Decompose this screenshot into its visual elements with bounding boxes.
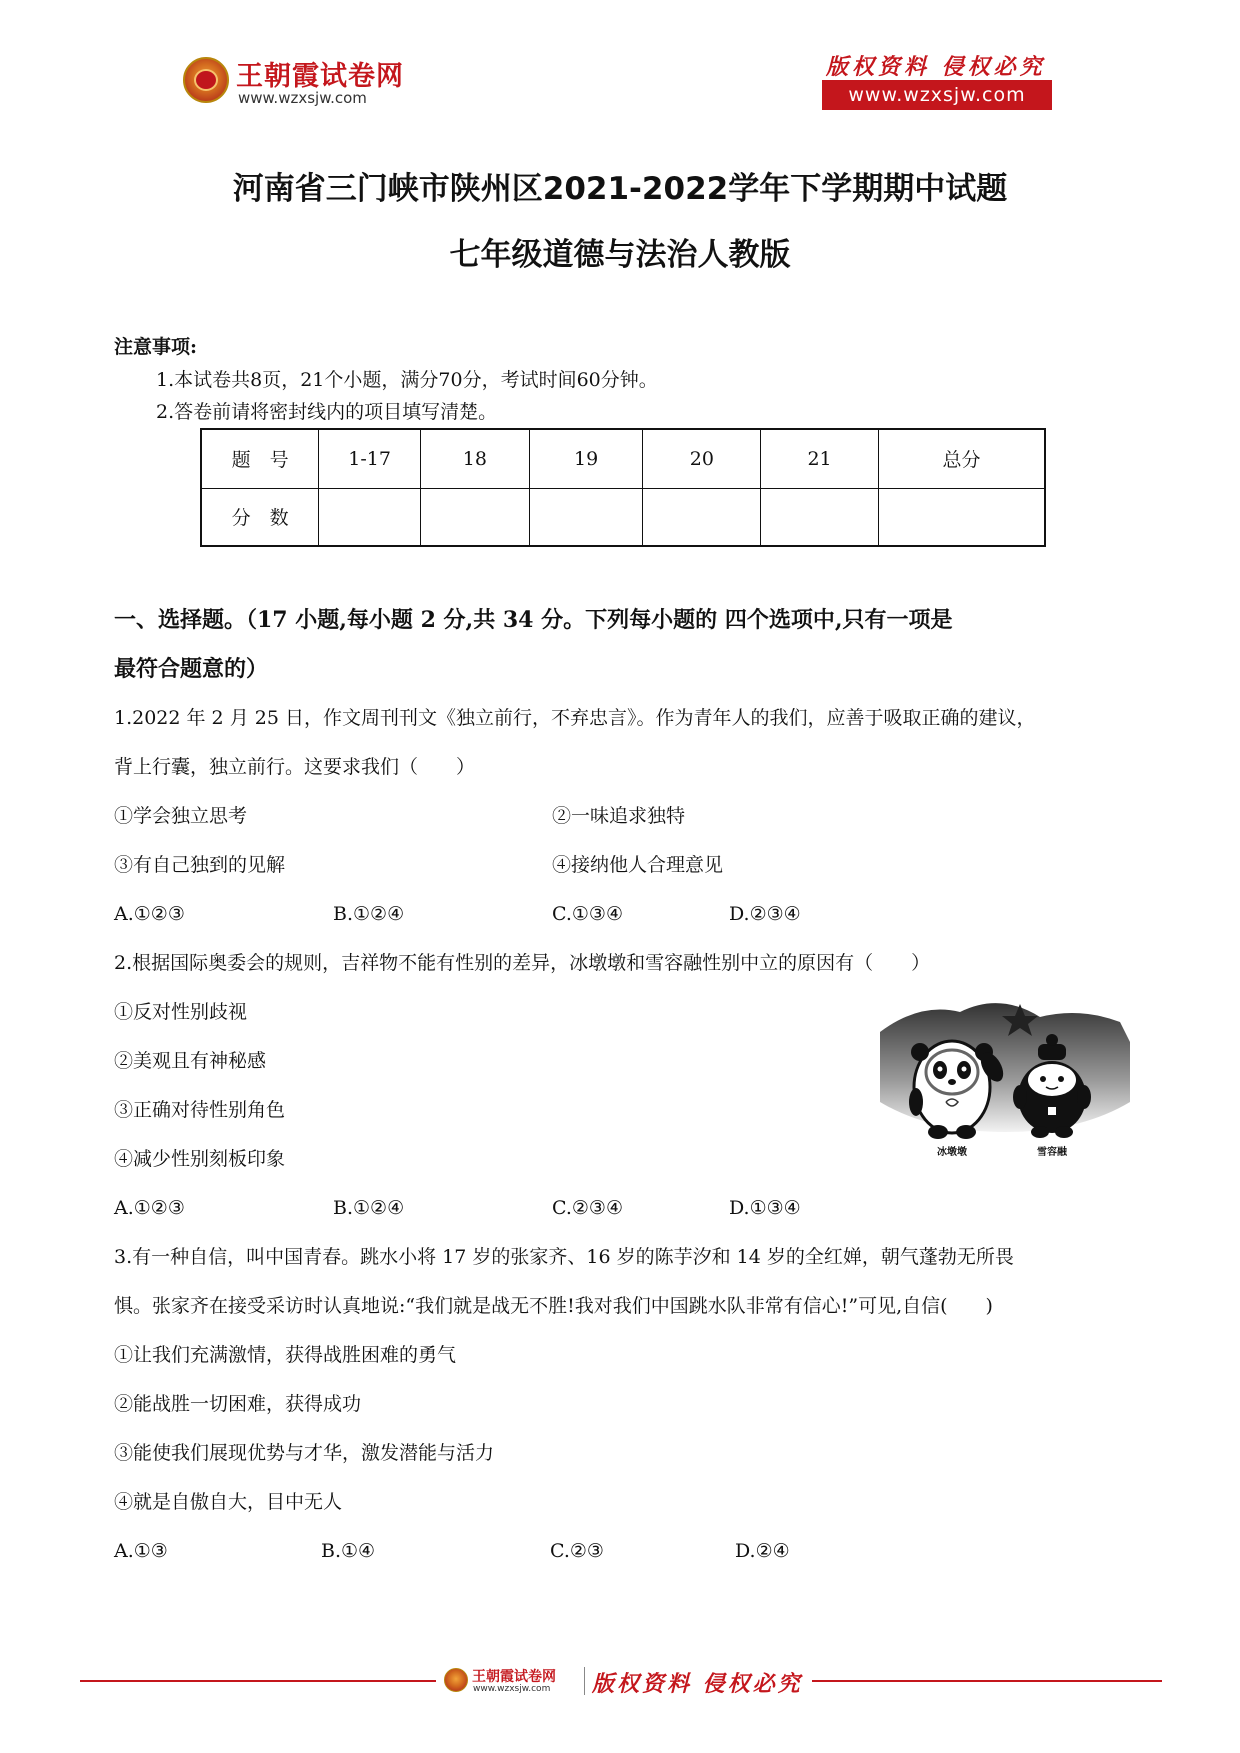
copyright-url[interactable]: www.wzxsjw.com bbox=[822, 80, 1052, 110]
question-1-statement: ②一味追求独特 bbox=[552, 805, 686, 827]
score-table-header-cell: 18 bbox=[421, 429, 530, 488]
score-input-cell[interactable] bbox=[761, 488, 879, 546]
score-table-header-cell: 20 bbox=[643, 429, 761, 488]
question-2-option-d[interactable]: D.①③④ bbox=[729, 1197, 801, 1219]
question-1-statement: ①学会独立思考 bbox=[114, 805, 248, 827]
brand-url[interactable]: www.wzxsjw.com bbox=[238, 89, 367, 107]
question-2-option-a[interactable]: A.①②③ bbox=[114, 1197, 185, 1219]
score-table-header-cell: 总分 bbox=[878, 429, 1045, 488]
copyright-notice: 版权资料 侵权必究 bbox=[826, 54, 1046, 80]
question-3-stem: 3.有一种自信，叫中国青春。跳水小将 17 岁的张家齐、16 岁的陈芋汐和 14 岁的全红婵，朝气蓬勃无所畏 bbox=[114, 1246, 1014, 1268]
page-title: 河南省三门峡市陕州区2021-2022学年下学期期中试题 bbox=[232, 171, 1008, 207]
question-2-statement: ④减少性别刻板印象 bbox=[114, 1148, 286, 1170]
brand-logo-icon bbox=[183, 57, 229, 103]
question-2-option-c[interactable]: C.②③④ bbox=[552, 1197, 623, 1219]
question-1-option-a[interactable]: A.①②③ bbox=[114, 903, 185, 925]
score-input-cell[interactable] bbox=[643, 488, 761, 546]
score-table-header-cell: 21 bbox=[761, 429, 879, 488]
question-2-statement: ②美观且有神秘感 bbox=[114, 1050, 267, 1072]
question-3-option-d[interactable]: D.②④ bbox=[735, 1540, 790, 1562]
question-3-option-c[interactable]: C.②③ bbox=[550, 1540, 604, 1562]
figure-label-shuey-rhon-rhon: 雪容融 bbox=[1037, 1147, 1067, 1158]
question-3-option-a[interactable]: A.①③ bbox=[114, 1540, 168, 1562]
notes-heading: 注意事项: bbox=[114, 336, 198, 358]
footer-logo-icon bbox=[444, 1668, 468, 1692]
note-item: 1.本试卷共8页，21个小题，满分70分，考试时间60分钟。 bbox=[156, 369, 658, 391]
score-input-cell[interactable] bbox=[319, 488, 421, 546]
question-1-stem: 1.2022 年 2 月 25 日，作文周刊刊文《独立前行，不弃忠言》。作为青年人的我们，应善于吸取正确的建议， bbox=[114, 707, 1036, 729]
question-1-option-d[interactable]: D.②③④ bbox=[729, 903, 801, 925]
footer-divider-right bbox=[812, 1680, 1162, 1682]
score-table-header-cell: 题 号 bbox=[201, 429, 319, 488]
question-2-statement: ①反对性别歧视 bbox=[114, 1001, 248, 1023]
question-3-statement: ④就是自傲自大，目中无人 bbox=[114, 1491, 343, 1513]
question-3-statement: ①让我们充满激情，获得战胜困难的勇气 bbox=[114, 1344, 457, 1366]
score-table-header-cell: 19 bbox=[529, 429, 643, 488]
score-table bbox=[200, 428, 1046, 547]
mascot-illustration bbox=[880, 992, 1130, 1172]
question-3-option-b[interactable]: B.①④ bbox=[321, 1540, 376, 1562]
page-subtitle: 七年级道德与法治人教版 bbox=[449, 237, 791, 273]
question-3-statement: ③能使我们展现优势与才华，激发潜能与活力 bbox=[114, 1442, 495, 1464]
section-heading-cont: 最符合题意的） bbox=[114, 656, 269, 682]
question-1-option-c[interactable]: C.①③④ bbox=[552, 903, 623, 925]
footer-divider-left bbox=[80, 1680, 436, 1682]
figure-label-bing-dwen-dwen: 冰墩墩 bbox=[937, 1147, 967, 1158]
question-2-option-b[interactable]: B.①②④ bbox=[333, 1197, 405, 1219]
question-1-stem-cont: 背上行囊，独立前行。这要求我们（ ） bbox=[114, 756, 476, 778]
score-table-header-cell: 1-17 bbox=[319, 429, 421, 488]
score-input-cell[interactable] bbox=[421, 488, 530, 546]
question-1-statement: ④接纳他人合理意见 bbox=[552, 854, 724, 876]
question-1-option-b[interactable]: B.①②④ bbox=[333, 903, 405, 925]
footer-copyright: 版权资料 侵权必究 bbox=[592, 1671, 803, 1697]
score-input-cell[interactable] bbox=[529, 488, 643, 546]
footer-brand-url[interactable]: www.wzxsjw.com bbox=[473, 1684, 551, 1694]
brand-name: 王朝霞试卷网 bbox=[236, 61, 404, 92]
question-1-statement: ③有自己独到的见解 bbox=[114, 854, 286, 876]
section-heading: 一、选择题。（17 小题,每小题 2 分,共 34 分。下列每小题的 四个选项中,只有一项是 bbox=[114, 607, 953, 633]
question-3-statement: ②能战胜一切困难，获得成功 bbox=[114, 1393, 362, 1415]
question-2-statement: ③正确对待性别角色 bbox=[114, 1099, 286, 1121]
question-3-stem-cont: 惧。张家齐在接受采访时认真地说:“我们就是战无不胜!我对我们中国跳水队非常有信心!”可见,自信( ) bbox=[114, 1295, 993, 1317]
footer-separator bbox=[584, 1667, 585, 1695]
note-item: 2.答卷前请将密封线内的项目填写清楚。 bbox=[156, 401, 498, 423]
question-2-stem: 2.根据国际奥委会的规则，吉祥物不能有性别的差异，冰墩墩和雪容融性别中立的原因有（ ） bbox=[114, 952, 931, 974]
footer-brand-name: 王朝霞试卷网 bbox=[472, 1669, 556, 1685]
score-table-row-label: 分 数 bbox=[201, 488, 319, 546]
score-input-cell[interactable] bbox=[878, 488, 1045, 546]
